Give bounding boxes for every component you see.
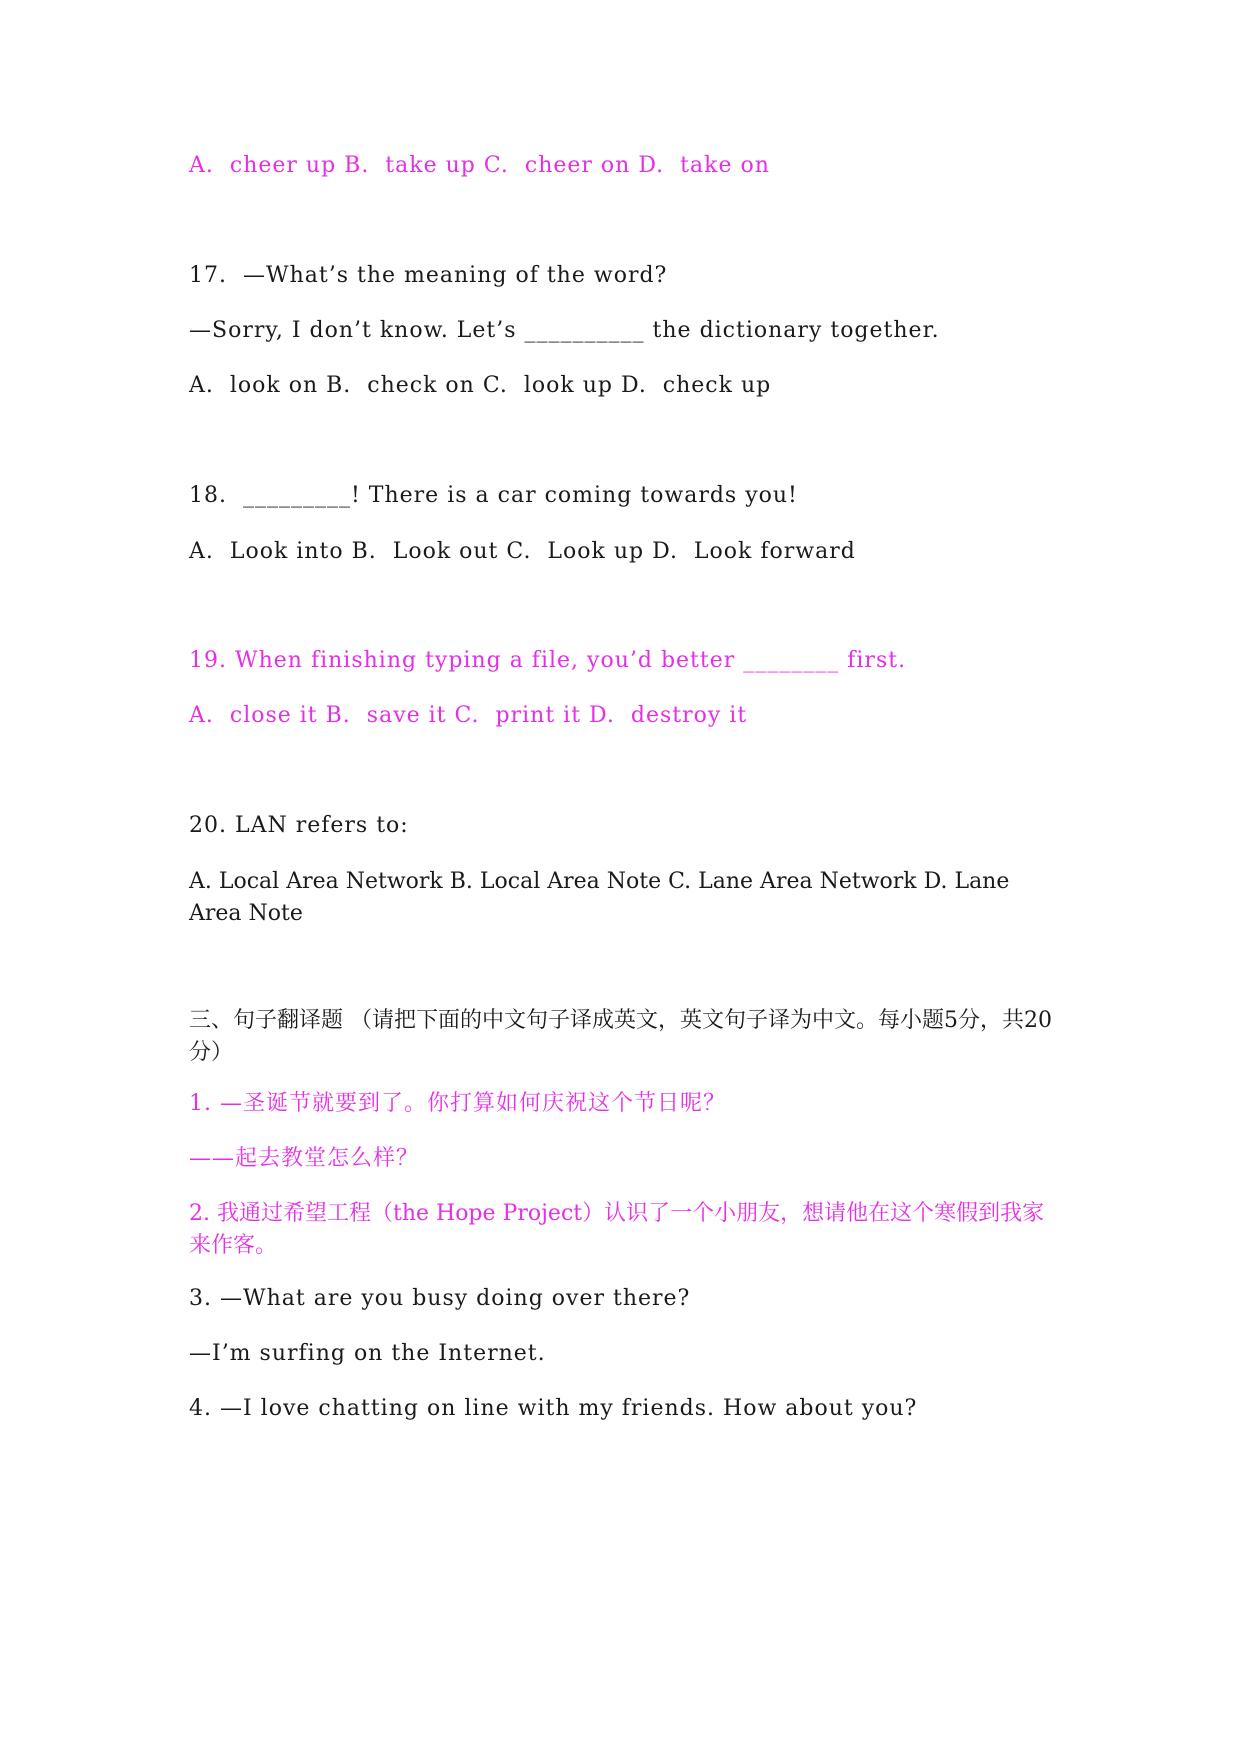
translation-item-2: 2. 我通过希望工程（the Hope Project）认识了一个小朋友，想请他在这个寒假到我家来作客。 xyxy=(189,1201,1045,1258)
q17-stem: 17. —What’s the meaning of the word? xyxy=(189,263,668,288)
translation-item-1: 1. —圣诞节就要到了。你打算如何庆祝这个节日呢？ xyxy=(189,1091,726,1116)
q16-options: A. cheer up B. take up C. cheer on D. take on xyxy=(189,153,770,178)
q17-options: A. look on B. check on C. look up D. check up xyxy=(189,373,772,398)
translation-item-3-reply: —I’m surfing on the Internet. xyxy=(189,1341,546,1366)
q19-stem: 19. When finishing typing a file, you’d better ________ first. xyxy=(189,648,907,673)
q19-options: A. close it B. save it C. print it D. destroy it xyxy=(189,703,748,728)
q20-stem: 20. LAN refers to: xyxy=(189,813,409,838)
section-3-heading: 三、句子翻译题 （请把下面的中文句子译成英文，英文句子译为中文。每小题5分，共20分） xyxy=(189,1008,1052,1065)
q17-reply: —Sorry, I don’t know. Let’s __________ the dictionary together. xyxy=(189,318,940,343)
translation-item-1-reply: ——起去教堂怎么样？ xyxy=(189,1146,420,1171)
q18-options: A. Look into B. Look out C. Look up D. Look forward xyxy=(189,539,856,564)
q20-options: A. Local Area Network B. Local Area Note C. Lane Area Network D. Lane Area Note xyxy=(189,869,1010,926)
q18-stem: 18. _________! There is a car coming towards you! xyxy=(189,483,798,508)
translation-item-4: 4. —I love chatting on line with my friends. How about you? xyxy=(189,1396,918,1421)
translation-item-3: 3. —What are you busy doing over there? xyxy=(189,1286,691,1311)
